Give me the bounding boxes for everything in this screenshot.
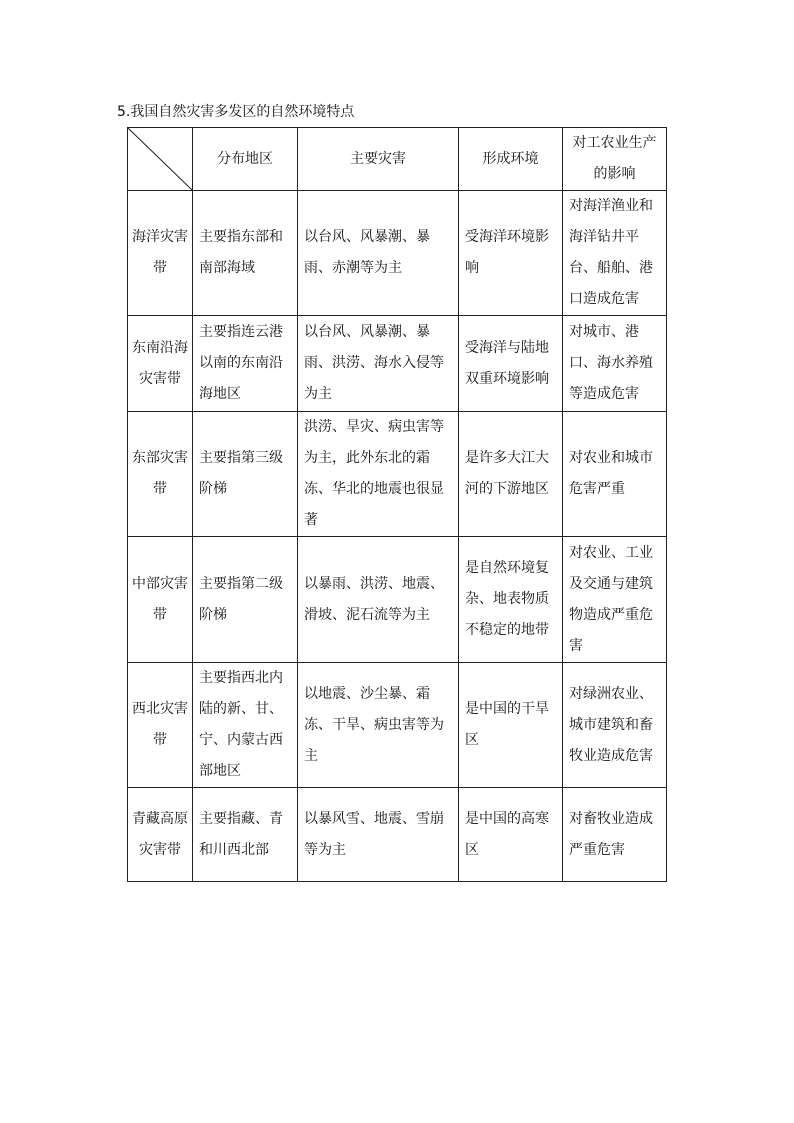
table-row bbox=[128, 316, 667, 412]
header-impact: 对工农业生产的影响 bbox=[563, 128, 667, 191]
zone-region: 主要指第三级阶梯 bbox=[193, 412, 298, 537]
zone-disasters: 以暴风雪、地震、雪崩等为主 bbox=[298, 788, 459, 882]
table-row bbox=[128, 191, 667, 316]
header-row bbox=[128, 128, 667, 191]
table-row bbox=[128, 537, 667, 663]
header-region: 分布地区 bbox=[193, 128, 298, 191]
zone-disasters: 洪涝、旱灾、病虫害等为主，此外东北的霜冻、华北的地震也很显著 bbox=[298, 412, 459, 537]
table-row bbox=[128, 788, 667, 882]
zone-name: 中部灾害带 bbox=[128, 537, 193, 663]
zone-region: 主要指藏、青和川西北部 bbox=[193, 788, 298, 882]
diagonal-line bbox=[128, 128, 192, 190]
header-environment: 形成环境 bbox=[459, 128, 563, 191]
zone-environment: 是中国的干旱区 bbox=[459, 663, 563, 788]
zone-region: 主要指第二级阶梯 bbox=[193, 537, 298, 663]
zone-environment: 是中国的高寒区 bbox=[459, 788, 563, 882]
zone-disasters: 以暴雨、洪涝、地震、滑坡、泥石流等为主 bbox=[298, 537, 459, 663]
zone-impact: 对城市、港口、海水养殖等造成危害 bbox=[563, 316, 667, 412]
header-disasters: 主要灾害 bbox=[298, 128, 459, 191]
zone-disasters: 以台风、风暴潮、暴雨、赤潮等为主 bbox=[298, 191, 459, 316]
zone-environment: 是许多大江大河的下游地区 bbox=[459, 412, 563, 537]
zone-impact: 对畜牧业造成严重危害 bbox=[563, 788, 667, 882]
zone-environment: 是自然环境复杂、地表物质不稳定的地带 bbox=[459, 537, 563, 663]
zone-impact: 对绿洲农业、城市建筑和畜牧业造成危害 bbox=[563, 663, 667, 788]
zone-impact: 对农业、工业及交通与建筑物造成严重危害 bbox=[563, 537, 667, 663]
table-row bbox=[128, 412, 667, 537]
disaster-zones-table bbox=[127, 127, 667, 882]
zone-region: 主要指连云港以南的东南沿海地区 bbox=[193, 316, 298, 412]
zone-disasters: 以台风、风暴潮、暴雨、洪涝、海水入侵等为主 bbox=[298, 316, 459, 412]
zone-disasters: 以地震、沙尘暴、霜冻、干旱、病虫害等为主 bbox=[298, 663, 459, 788]
zone-region: 主要指东部和南部海域 bbox=[193, 191, 298, 316]
diagonal-header-cell bbox=[128, 128, 193, 191]
zone-region: 主要指西北内陆的新、甘、宁、内蒙古西部地区 bbox=[193, 663, 298, 788]
zone-name: 青藏高原灾害带 bbox=[128, 788, 193, 882]
zone-environment: 受海洋与陆地双重环境影响 bbox=[459, 316, 563, 412]
zone-name: 西北灾害带 bbox=[128, 663, 193, 788]
zone-environment: 受海洋环境影响 bbox=[459, 191, 563, 316]
zone-name: 海洋灾害带 bbox=[128, 191, 193, 316]
zone-name: 东南沿海灾害带 bbox=[128, 316, 193, 412]
zone-name: 东部灾害带 bbox=[128, 412, 193, 537]
zone-impact: 对农业和城市危害严重 bbox=[563, 412, 667, 537]
document-title: 5.我国自然灾害多发区的自然环境特点 bbox=[117, 104, 355, 120]
table-row bbox=[128, 663, 667, 788]
zone-impact: 对海洋渔业和海洋钻井平台、船舶、港口造成危害 bbox=[563, 191, 667, 316]
